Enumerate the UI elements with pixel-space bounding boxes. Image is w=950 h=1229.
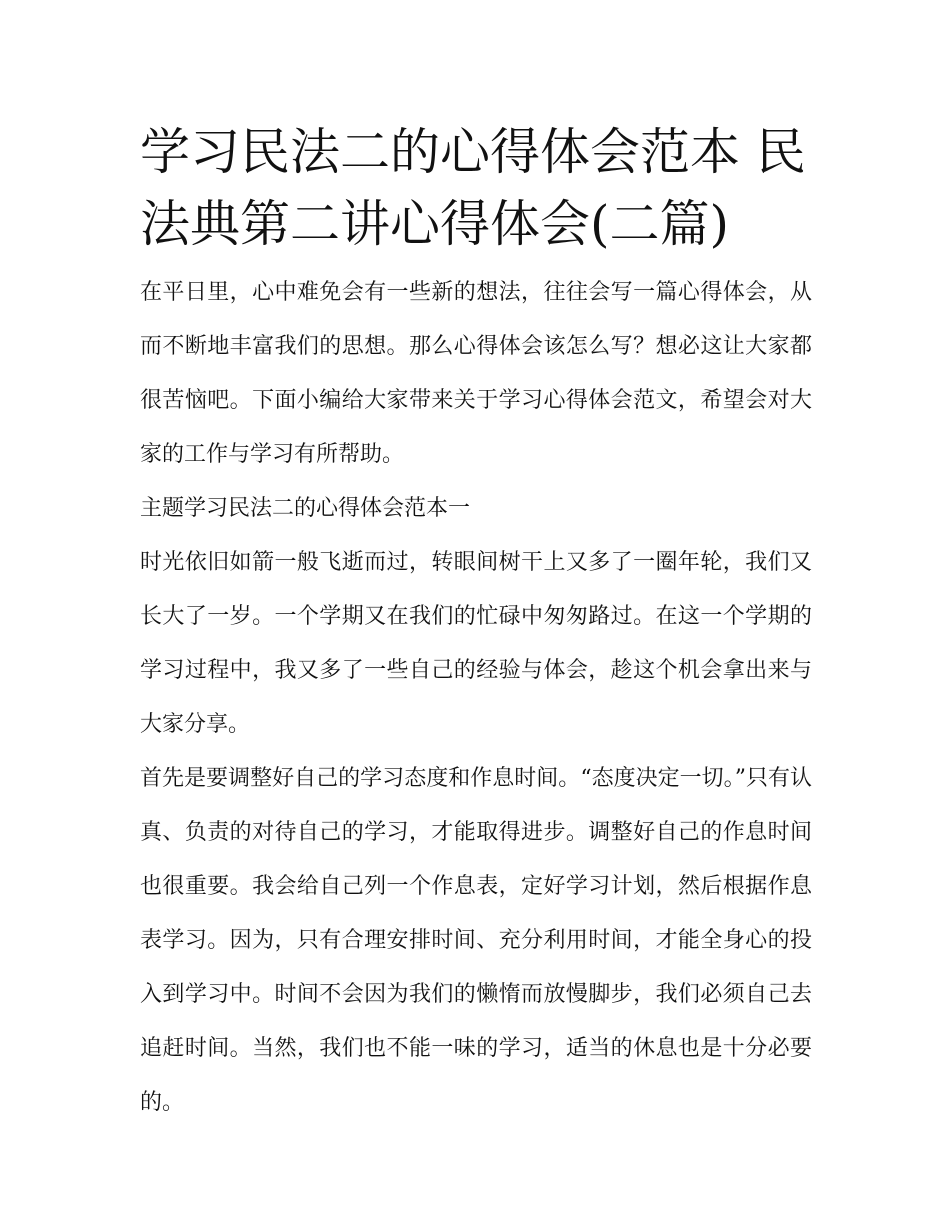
paragraph-intro: 在平日里，心中难免会有一些新的想法，往往会写一篇心得体会，从而不断地丰富我们的思想。那么心得体会该怎么写？想必这让大家都很苦恼吧。下面小编给大家带来关于学习心得体会范文，希望会对大家的工作与学习有所帮助。 xyxy=(140,280,812,467)
paragraph-body-2: 首先是要调整好自己的学习态度和作息时间。“态度决定一切。”只有认真、负责的对待自己的学习，才能取得进步。调整好自己的作息时间也很重要。我会给自己列一个作息表，定好学习计划，然后根据作息表学习。因为，只有合理安排时间、充分利用时间，才能全身心的投入到学习中。时间不会因为我们的懒惰而放慢脚步，我们必须自己去追赶时间。当然，我们也不能一味的学习，适当的休息也是十分必要的。 xyxy=(140,766,812,1115)
section-heading: 主题学习民法二的心得体会范本一 xyxy=(140,496,471,521)
document-title: 学习民法二的心得体会范本 民法典第二讲心得体会(二篇) xyxy=(140,123,806,253)
document-page xyxy=(140,116,812,1130)
paragraph-body-1: 时光依旧如箭一般飞逝而过，转眼间树干上又多了一圈年轮，我们又长大了一岁。一个学期又在我们的忙碌中匆匆路过。在这一个学期的学习过程中，我又多了一些自己的经验与体会，趁这个机会拿出来与大家分享。 xyxy=(140,550,812,737)
